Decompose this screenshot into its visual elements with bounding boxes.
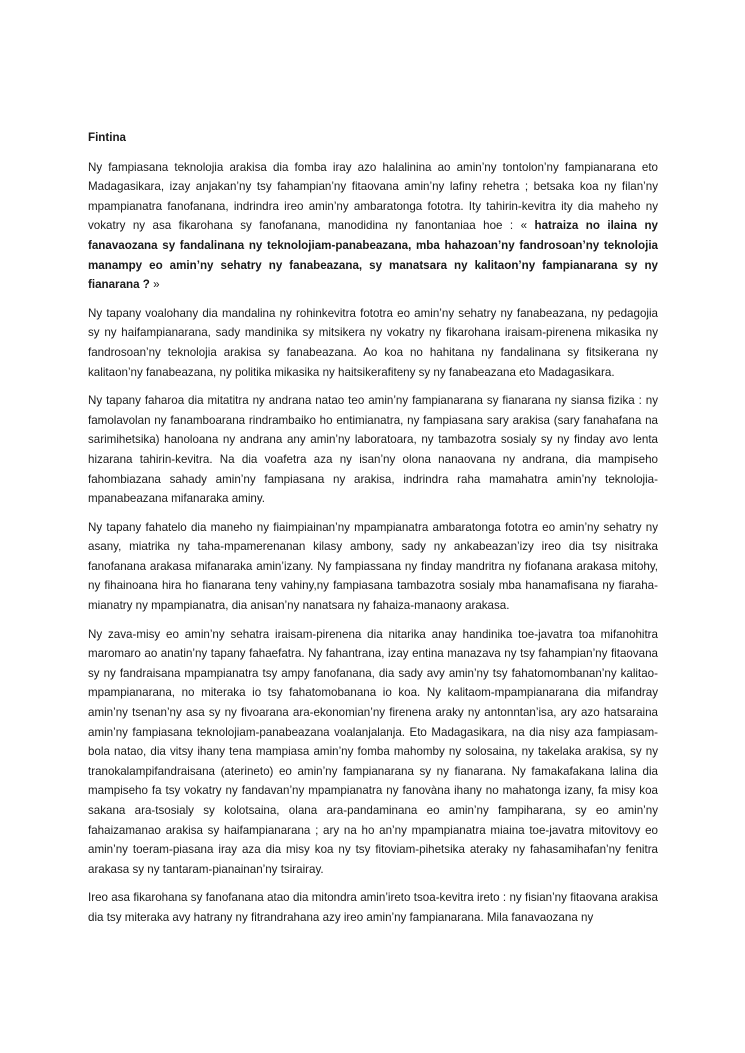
document-page <box>88 128 658 937</box>
paragraph-part-four: Ny zava-misy eo amin’ny sehatra iraisam-pirenena dia nitarika anay handinika toe-javatra toa mifanohitra maromaro ao anatin’ny tapany fahaefatra. Ny fahantrana, izay entina manazava ny tsy fahampian’ny fitaovana sy ny fandraisana mpampianatra tsy ampy fanofanana, dia sady avy amin’ny tsy fahatomombanan’ny kalitao-mpampianarana, no miteraka io tsy fahatomobanana io koa. Ny kalitaom-mpampianarana dia mifandray amin’ny tsenan’ny asa sy ny fivoarana ara-ekonomian’ny firenena araky ny antonntan’isa, ary azo hatsaraina amin’ny fampiasana teknolojiam-panabeazana voalanjalanja. Eto Madagasikara, na dia nisy aza fampiasam-bola natao, dia vitsy ihany tena mampiasa amin’ny fomba mahomby ny solosaina, ny takelaka arakisa, sy ny tranokalampifandraisana (aterineto) eo amin’ny fampianarana sy ny fianarana. Ny famakafakana lalina dia mampiseho fa tsy vokatry ny fandavan’ny mpampianatra ny fanovàna ihany no mahatonga izany, fa misy koa sakana ara-tsosialy sy kolotsaina, olana ara-pandaminana eo amin’ny fampiharana, sy eo amin’ny fahaizamanao arakisa sy haifampianarana ; ary na ho an’ny mpampianatra miaina toe-javatra mitovitovy eo amin’ny toeram-piasana iray aza dia misy koa ny tsy fitoviam-pihetsika ateraky ny fahasamihafan’ny fenitra arakasa sy ny tantaram-pianainan’ny tsirairay. <box>88 627 658 876</box>
paragraph-conclusion: Ireo asa fikarohana sy fanofanana atao dia mitondra amin’ireto tsoa-kevitra ireto : ny fisian’ny fitaovana arakisa dia tsy miteraka avy hatrany ny fitrandrahana azy ireo amin’ny fampianarana. Mila fanavaozana ny <box>88 891 658 924</box>
paragraph-intro-end: » <box>149 278 160 292</box>
paragraph-part-one: Ny tapany voalohany dia mandalina ny rohinkevitra fototra eo amin’ny sehatry ny fanabeazana, ny pedagojia sy ny haifampianarana, sady mandinika sy mitsikera ny vokatry ny fikarohana iraisam-pirenena mikasika ny fandrosoan’ny teknolojia arakisa sy fanabeazana. Ao koa no hahitana ny fandalinana sy fitsikerana ny kalitaon’ny fanabeazana, ny politika mikasika ny haitsikerafiteny sy ny fanabeazana eto Madagasikara. <box>88 306 658 379</box>
document-title: Fintina <box>88 131 126 144</box>
research-question: hatraiza no ilaina ny fanavaozana sy fandalinana ny teknolojiam-panabeazana, mba hahazoan’ny fandrosoan’ny teknolojia manampy eo amin’ny sehatry ny fanabeazana, sy manatsara ny kalitaon’ny fampianarana sy ny fianarana ? <box>88 219 658 292</box>
paragraph-part-three: Ny tapany fahatelo dia maneho ny fiaimpiainan’ny mpampianatra ambaratonga fototra eo amin’ny sehatry ny asany, miatrika ny taha-mpamerenanan kilasy ambony, sady ny ankabeazan’izy ireo dia tsy nisitraka fanofanana arakasa mifanaraka amin’izany. Ny fampiassana ny finday mandritra ny fiofanana arakasa mitohy, ny fihainoana hira ho fianarana teny vahiny,ny fampiasana tambazotra sosialy mba hanamafisana ny fiaraha-mianatry ny mpampianatra, dia anisan’ny nanatsara ny fahaiza-manaony arakasa. <box>88 520 658 613</box>
paragraph-part-two: Ny tapany faharoa dia mitatitra ny andrana natao teo amin’ny fampianarana sy fianarana ny siansa fizika : ny famolavolan ny fanamboarana rindrambaiko ho entimianatra, ny fampiasana sary arakisa (sary fanahafana na sarimihetsika) hanoloana ny andrana any amin’ny laboratoara, ny tambazotra sosialy sy ny finday avo lenta hizarana tahirin-kevitra. Na dia voafetra aza ny isan’ny olona nanaovana ny andrana, dia mampiseho fahombiazana sahady amin’ny fampiasana ny arakisa, indrindra raha mamahatra amin’ny teknolojia-mpanabeazana mifanaraka aminy. <box>88 394 658 506</box>
paragraph-intro <box>88 158 658 295</box>
paragraph-intro-text: Ny fampiasana teknolojia arakisa dia fomba iray azo halalinina ao amin’ny tontolon’ny fampianarana eto Madagasikara, izay anjakan’ny tsy fahampian’ny fitaovana amin’ny lafiny rehetra ; betsaka koa ny filan’ny mpampianatra fanofanana, indrindra ireo amin’ny ambaratonga fototra. Ity tahirin-kevitra ity dia maheho ny vokatry ny asa fikarohana sy fanofanana, manodidina ny fanontaniaa hoe : « <box>88 160 658 233</box>
